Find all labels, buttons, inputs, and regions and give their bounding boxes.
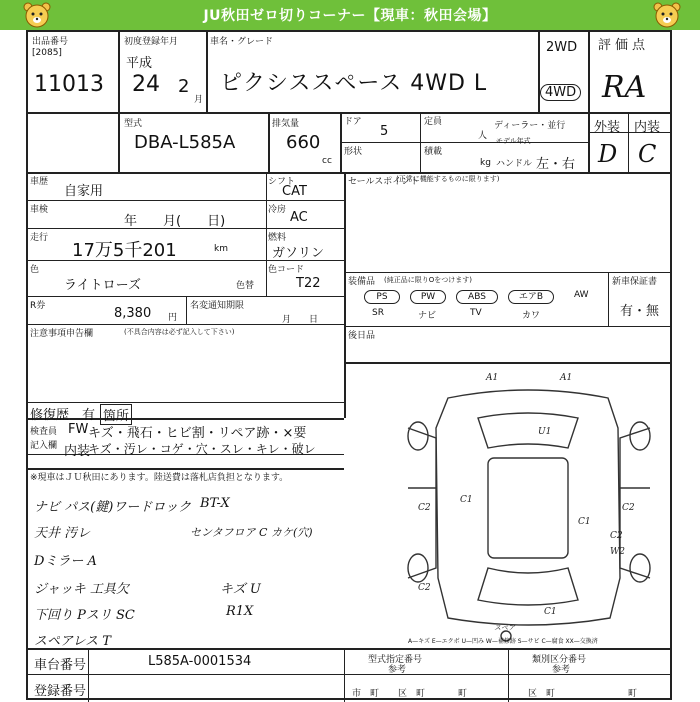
damage-legend: A—キズ E—エクボ U—凹み W—補修跡 S—サビ C—腐食 XX—交換済 [408, 638, 598, 645]
hand-note-r3: キズ U [220, 582, 261, 597]
handle-value: 左・右 [536, 157, 576, 172]
recycle-unit: 円 [168, 313, 178, 323]
month-unit: 月 [194, 95, 204, 105]
notes-label: 注意事項申告欄 [30, 329, 94, 339]
color-value: ライトローズ [64, 278, 141, 293]
equip-label: 装備品 [348, 277, 376, 287]
equip-ps: PS [364, 290, 400, 304]
recycle-value: 8,380 [114, 306, 152, 321]
mark-c1-left: C1 [460, 495, 473, 505]
equip-tv: TV [470, 308, 482, 318]
handle-label: ハンドル [496, 159, 533, 169]
load-unit: kg [480, 158, 491, 168]
inspector-label-2: 記入欄 [30, 441, 58, 451]
era: 平成 [126, 56, 153, 71]
ref-label-2: 参考 [552, 665, 571, 675]
lot-number: 11013 [34, 72, 104, 97]
mark-a1-left: A1 [486, 373, 499, 383]
hand-note-1: ナビ パス(鍵)ワードロック [34, 500, 192, 515]
mark-a1-right: A1 [560, 373, 573, 383]
mileage-unit: km [214, 244, 228, 254]
mark-c2-rear: C2 [418, 583, 431, 593]
equip-aw: AW [574, 290, 589, 300]
equip-navi: ナビ [418, 311, 437, 321]
hand-note-r4: R1X [226, 604, 254, 619]
check-row1-prefix: FW [68, 422, 89, 437]
dealer-label: ディーラー・並行 [494, 121, 566, 131]
fuel-value: ガソリン [272, 246, 325, 261]
spare-label: スペア [494, 624, 515, 632]
color-code-label: 色コード [268, 265, 305, 275]
hand-note-r2: センタフロア C カケ(穴) [190, 526, 313, 539]
disp-unit: cc [322, 156, 332, 166]
disp-label: 排気量 [272, 119, 300, 129]
after-label: 後日品 [348, 331, 376, 341]
mark-c2-right: C2 [622, 503, 635, 513]
mark-u1: U1 [538, 427, 552, 437]
reg-month: 2 [178, 76, 190, 97]
category-value: 自家用 [64, 184, 104, 199]
door-label: ドア [344, 117, 362, 127]
repair-label: 修復歴 [30, 408, 70, 423]
ac-label: 冷房 [268, 205, 287, 215]
door-count: 5 [380, 124, 389, 139]
interior-grade: C [638, 140, 657, 168]
auction-sheet [26, 30, 672, 700]
reg-label: 登録番号 [34, 684, 87, 699]
car-label: 車名・グレード [210, 37, 274, 47]
form-label: 型式指定番号 [368, 655, 423, 665]
drive-4wd-circled: 4WD [540, 84, 581, 101]
hand-note-6: スペアレス T [34, 634, 111, 649]
hand-note-3: Dミラー A [34, 554, 97, 569]
sales-point-hint: (正常に機能するものに限ります) [396, 175, 500, 183]
hand-note-4: ジャッキ 工具欠 [34, 582, 129, 597]
mark-w2: W2 [610, 547, 625, 557]
model-year-label: モデル年式 [496, 137, 531, 145]
name-change-value: 月 日 [282, 315, 319, 325]
first-reg-label: 初度登録年月 [124, 37, 179, 47]
color-code-value: T22 [296, 276, 321, 291]
shift-value: CAT [282, 184, 307, 199]
reg-year: 24 [132, 72, 160, 97]
model-code: DBA-L585A [134, 132, 236, 153]
name-change-label: 名変通知期限 [190, 301, 245, 311]
town-label-2: 区 町 [398, 689, 426, 699]
town-label: 市 町 [352, 689, 380, 699]
inspection-label: 車検 [30, 205, 49, 215]
mileage-value: 17万5千201 [72, 240, 177, 261]
class-label: 類別区分番号 [532, 655, 587, 665]
bear-mascot-icon [22, 0, 52, 30]
equip-abs: ABS [456, 290, 498, 304]
cap-label: 定員 [424, 117, 443, 127]
score-label: 評価点 [598, 38, 650, 53]
new-car-warranty-label: 新車保証書 [612, 277, 658, 287]
cap-unit: 人 [478, 131, 488, 141]
drive-2wd: 2WD [546, 40, 578, 55]
repair-where: 箇所 [100, 404, 132, 425]
location-note: ※現車はＪＵ秋田にあります。陸送費は落札店負担となります。 [30, 473, 289, 483]
shift-label: シフト [268, 177, 296, 187]
recycle-label: R券 [30, 301, 46, 311]
notes-hint: (不具合内容は必ず記入して下さい) [124, 328, 235, 336]
check-row1: キズ・飛石・ヒビ割・リペア跡・×要 [88, 426, 307, 441]
check-row2: キズ・汚レ・コゲ・穴・スレ・キレ・破レ [88, 442, 316, 456]
inspection-value: 年 月( 日) [124, 214, 226, 229]
car-name: ピクシススペース 4WD L [220, 71, 488, 96]
ac-value: AC [290, 210, 308, 225]
town-label-5: 町 [628, 689, 638, 699]
ref-label-1: 参考 [388, 665, 407, 675]
equip-leather: カワ [522, 311, 541, 321]
equip-airbag: エアB [508, 290, 554, 304]
bear-mascot-icon [652, 0, 682, 30]
mark-c1-right: C1 [578, 517, 591, 527]
chassis-number: L585A-0001534 [148, 654, 252, 669]
equip-sr: SR [372, 308, 384, 318]
town-label-3: 町 [458, 689, 468, 699]
inspector-label: 検査員 [30, 427, 58, 437]
exterior-grade: D [598, 140, 618, 168]
model-label: 型式 [124, 119, 143, 129]
fuel-label: 燃料 [268, 233, 287, 243]
mark-c2-right2: C2 [610, 531, 623, 541]
load-label: 積載 [424, 147, 443, 157]
interior-label: 内装 [634, 120, 661, 135]
car-damage-diagram [388, 368, 670, 644]
repair-value: 有 [82, 408, 96, 423]
header-bar [0, 0, 700, 30]
mileage-label: 走行 [30, 233, 49, 243]
header-title: JU秋田ゼロ切りコーナー【現車：秋田会場】 [203, 8, 497, 24]
displacement: 660 [286, 132, 321, 153]
color-label: 色 [30, 265, 40, 275]
lot-sub: [2085] [32, 48, 62, 58]
hand-note-2: 天井 汚レ [34, 526, 91, 541]
color-change-label: 色替 [236, 281, 255, 291]
sales-point-label: セールスポイント [348, 177, 420, 187]
shape-label: 形状 [344, 147, 363, 157]
hand-note-r1: BT-X [200, 496, 230, 511]
equip-hint: (純正品に限りOをつけます) [384, 276, 472, 284]
mark-c2-left: C2 [418, 503, 431, 513]
check-row2-prefix: 内装 [64, 444, 91, 459]
hand-note-5: 下回り Pスリ SC [34, 608, 135, 623]
category-label: 車歴 [30, 177, 49, 187]
exterior-label: 外装 [594, 120, 621, 135]
chassis-label: 車台番号 [34, 658, 87, 673]
score: RA [602, 70, 647, 105]
mark-c1-rear: C1 [544, 607, 557, 617]
town-label-4: 区 町 [528, 689, 556, 699]
equip-pw: PW [410, 290, 446, 304]
warranty-value: 有・無 [620, 304, 660, 319]
lot-label: 出品番号 [32, 37, 69, 47]
